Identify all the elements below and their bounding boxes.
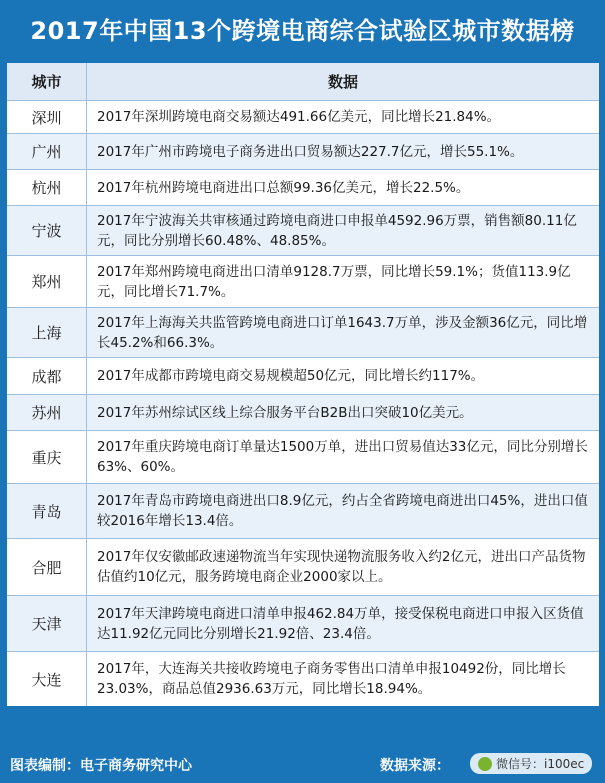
table-row <box>7 134 599 170</box>
city-cell: 深圳 <box>7 101 87 133</box>
city-cell: 大连 <box>7 652 87 706</box>
data-cell: 2017年宁波海关共审核通过跨境电商进口申报单4592.96万票，销售额80.11亿元，同比分别增长60.48%、48.85%。 <box>97 212 577 249</box>
city-cell: 上海 <box>7 308 87 357</box>
data-cell: 2017年广州市跨境电子商务进出口贸易额达227.7亿元，增长55.1%。 <box>97 143 524 160</box>
table-row <box>7 395 599 431</box>
city-cell: 广州 <box>7 134 87 169</box>
city-cell: 青岛 <box>7 484 87 538</box>
data-cell: 2017年郑州跨境电商进出口清单9128.7万票，同比增长59.1%；货值113.9亿元，同比增长71.7%。 <box>97 263 571 300</box>
table-header-row <box>7 63 599 101</box>
city-cell: 杭州 <box>7 170 87 205</box>
table-row <box>7 596 599 652</box>
table-row <box>7 358 599 395</box>
city-cell: 郑州 <box>7 256 87 307</box>
wechat-badge <box>470 753 592 774</box>
data-cell: 2017年上海海关共监管跨境电商进口订单1643.7万单，涉及金额36亿元，同比增长45.2%和66.3%。 <box>97 314 588 351</box>
city-cell: 成都 <box>7 358 87 394</box>
city-cell: 宁波 <box>7 206 87 255</box>
data-source-label: 数据来源： <box>380 758 450 774</box>
table-row <box>7 484 599 539</box>
table-row <box>7 256 599 308</box>
data-table <box>6 62 600 707</box>
header-city: 城市 <box>7 63 87 100</box>
table-row <box>7 652 599 706</box>
city-cell: 天津 <box>7 596 87 651</box>
table-row <box>7 101 599 134</box>
page-title: 2017年中国13个跨境电商综合试验区城市数据榜 <box>30 16 575 45</box>
data-cell: 2017年，大连海关共接收跨境电子商务零售出口清单申报10492份，同比增长23.03%，商品总值2936.63万元，同比增长18.94%。 <box>97 661 566 697</box>
data-cell: 2017年重庆跨境电商订单量达1500万单，进出口贸易值达33亿元，同比分别增长63%、60%。 <box>97 439 588 475</box>
table-row <box>7 431 599 484</box>
data-cell: 2017年苏州综试区线上综合服务平台B2B出口突破10亿美元。 <box>97 404 473 421</box>
data-cell: 2017年杭州跨境电商进出口总额99.36亿美元，增长22.5%。 <box>97 179 470 196</box>
table-row <box>7 206 599 256</box>
city-cell: 苏州 <box>7 395 87 430</box>
data-cell: 2017年成都市跨境电商交易规模超50亿元，同比增长约117%。 <box>97 368 485 384</box>
data-cell: 2017年深圳跨境电商交易额达491.66亿美元，同比增长21.84%。 <box>97 109 501 125</box>
city-cell: 合肥 <box>7 539 87 595</box>
wechat-icon <box>478 757 492 771</box>
table-row <box>7 170 599 206</box>
table-row <box>7 539 599 596</box>
data-cell: 2017年仅安徽邮政速递物流当年实现快递物流服务收入约2亿元，进出口产品货物估值约10亿元，服务跨境电商企业2000家以上。 <box>97 549 586 585</box>
footer <box>0 745 605 783</box>
wechat-id: 微信号：i100ec <box>496 757 585 771</box>
data-cell: 2017年青岛市跨境电商进出口8.9亿元，约占全省跨境电商进出口45%，进出口值较2016年增长13.4倍。 <box>97 493 588 529</box>
table-row <box>7 308 599 358</box>
header-data: 数据 <box>327 72 358 91</box>
editor-credit: 图表编制：电子商务研究中心 <box>10 758 192 774</box>
city-cell: 重庆 <box>7 431 87 483</box>
data-cell: 2017年天津跨境电商进口清单申报462.84万单，接受保税电商进口申报入区货值达11.92亿元同比分别增长21.92倍、23.4倍。 <box>97 605 584 642</box>
